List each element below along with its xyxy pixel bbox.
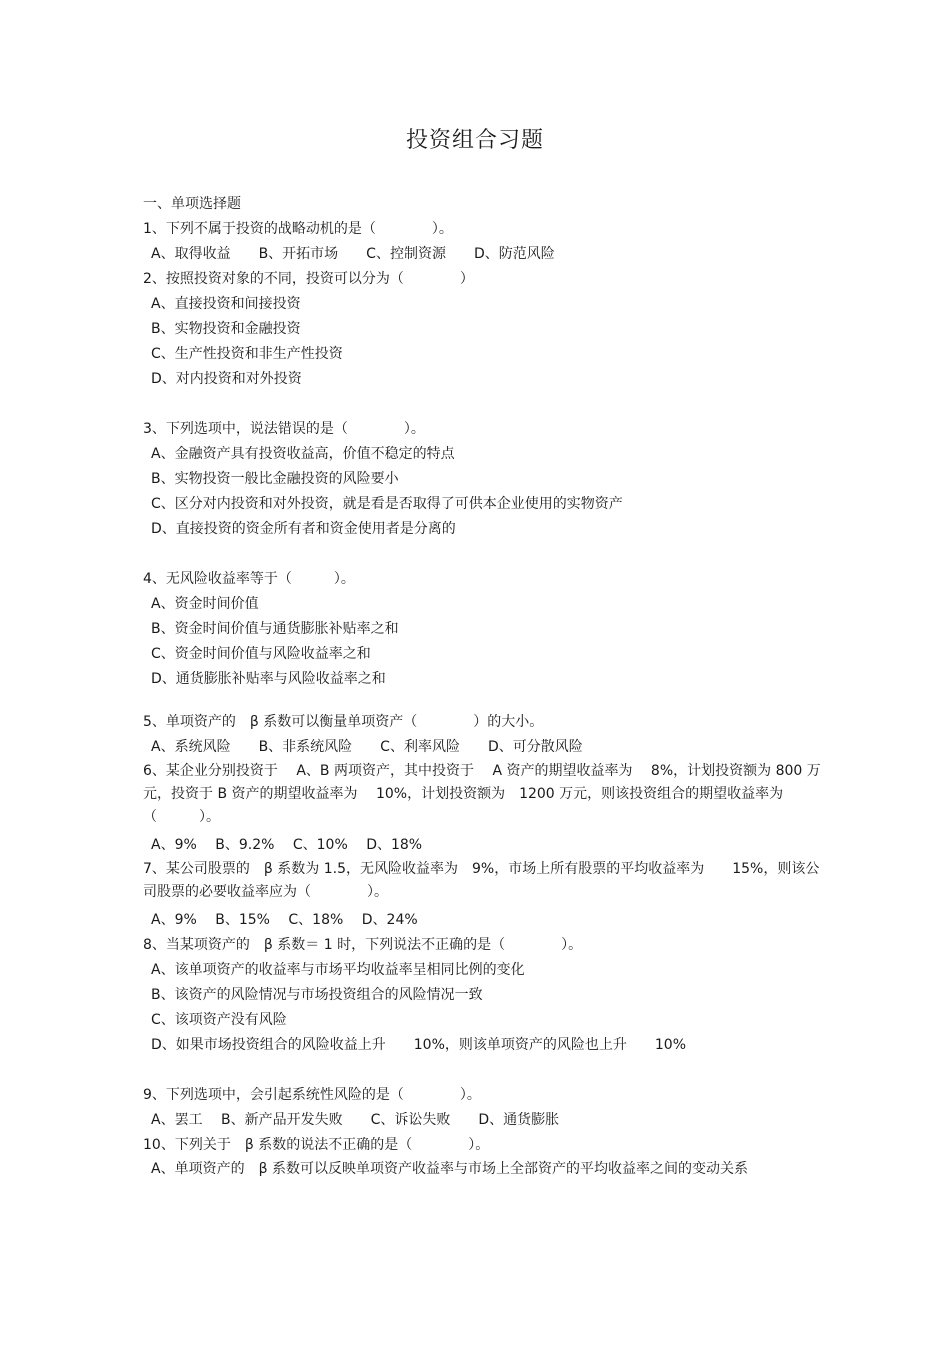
question-6-stem: 6、某企业分别投资于 A、B 两项资产，其中投资于 A 资产的期望收益率为 8%，计划投资额为 800 万元，投资于 B 资产的期望收益率为 10%，计划投资额为 1200 万元，则该投资组合的期望收益率为（ ）。 bbox=[143, 763, 821, 825]
question-8-option-d: D、如果市场投资组合的风险收益上升 10%，则该单项资产的风险也上升 10% bbox=[151, 1037, 687, 1053]
question-2-stem: 2、按照投资对象的不同，投资可以分为（ ） bbox=[143, 271, 474, 287]
spacer bbox=[143, 1058, 823, 1083]
question-3-option-b: B、实物投资一般比金融投资的风险要小 bbox=[151, 471, 399, 487]
question-2-option-b: B、实物投资和金融投资 bbox=[151, 321, 301, 337]
question-2-option-d: D、对内投资和对外投资 bbox=[151, 371, 302, 387]
question-2-option-c: C、生产性投资和非生产性投资 bbox=[151, 346, 343, 362]
question-4-option-c: C、资金时间价值与风险收益率之和 bbox=[151, 646, 371, 662]
question-3-option-a: A、金融资产具有投资收益高，价值不稳定的特点 bbox=[151, 446, 455, 462]
question-8-option-b: B、该资产的风险情况与市场投资组合的风险情况一致 bbox=[151, 987, 483, 1003]
question-4-option-d: D、通货膨胀补贴率与风险收益率之和 bbox=[151, 671, 386, 687]
spacer bbox=[143, 692, 823, 710]
question-7-stem: 7、某公司股票的 β 系数为 1.5，无风险收益率为 9%，市场上所有股票的平均收益率为 15%，则该公司股票的必要收益率应为（ ）。 bbox=[143, 861, 820, 900]
question-10-option-a: A、单项资产的 β 系数可以反映单项资产收益率与市场上全部资产的平均收益率之间的变动关系 bbox=[151, 1161, 748, 1177]
question-3-option-d: D、直接投资的资金所有者和资金使用者是分离的 bbox=[151, 521, 456, 537]
question-9-options: A、罢工 B、新产品开发失败 C、诉讼失败 D、通货膨胀 bbox=[151, 1112, 560, 1128]
question-8-option-a: A、该单项资产的收益率与市场平均收益率呈相同比例的变化 bbox=[151, 962, 525, 978]
question-3-option-c: C、区分对内投资和对外投资，就是看是否取得了可供本企业使用的实物资产 bbox=[151, 496, 623, 512]
question-7-options: A、9% B、15% C、18% D、24% bbox=[151, 912, 418, 928]
page-title: 投资组合习题 bbox=[405, 128, 544, 153]
spacer bbox=[143, 542, 823, 567]
question-4-option-a: A、资金时间价值 bbox=[151, 596, 259, 612]
question-list bbox=[143, 192, 823, 1181]
question-1-stem: 1、下列不属于投资的战略动机的是（ ）。 bbox=[143, 221, 453, 237]
question-1-options: A、取得收益 B、开拓市场 C、控制资源 D、防范风险 bbox=[151, 246, 555, 262]
question-10-stem: 10、下列关于 β 系数的说法不正确的是（ ）。 bbox=[143, 1137, 490, 1153]
spacer bbox=[143, 392, 823, 417]
question-4-stem: 4、无风险收益率等于（ ）。 bbox=[143, 571, 355, 587]
question-4-option-b: B、资金时间价值与通货膨胀补贴率之和 bbox=[151, 621, 399, 637]
question-6-options: A、9% B、9.2% C、10% D、18% bbox=[151, 837, 423, 853]
question-5-stem: 5、单项资产的 β 系数可以衡量单项资产（ ）的大小。 bbox=[143, 714, 544, 730]
question-2-option-a: A、直接投资和间接投资 bbox=[151, 296, 301, 312]
question-3-stem: 3、下列选项中，说法错误的是（ ）。 bbox=[143, 421, 425, 437]
question-8-stem: 8、当某项资产的 β 系数＝ 1 时，下列说法不正确的是（ ）。 bbox=[143, 937, 583, 953]
question-5-options: A、系统风险 B、非系统风险 C、利率风险 D、可分散风险 bbox=[151, 739, 583, 755]
section-heading: 一、单项选择题 bbox=[143, 196, 241, 212]
question-8-option-c: C、该项资产没有风险 bbox=[151, 1012, 287, 1028]
question-9-stem: 9、下列选项中，会引起系统性风险的是（ ）。 bbox=[143, 1087, 481, 1103]
